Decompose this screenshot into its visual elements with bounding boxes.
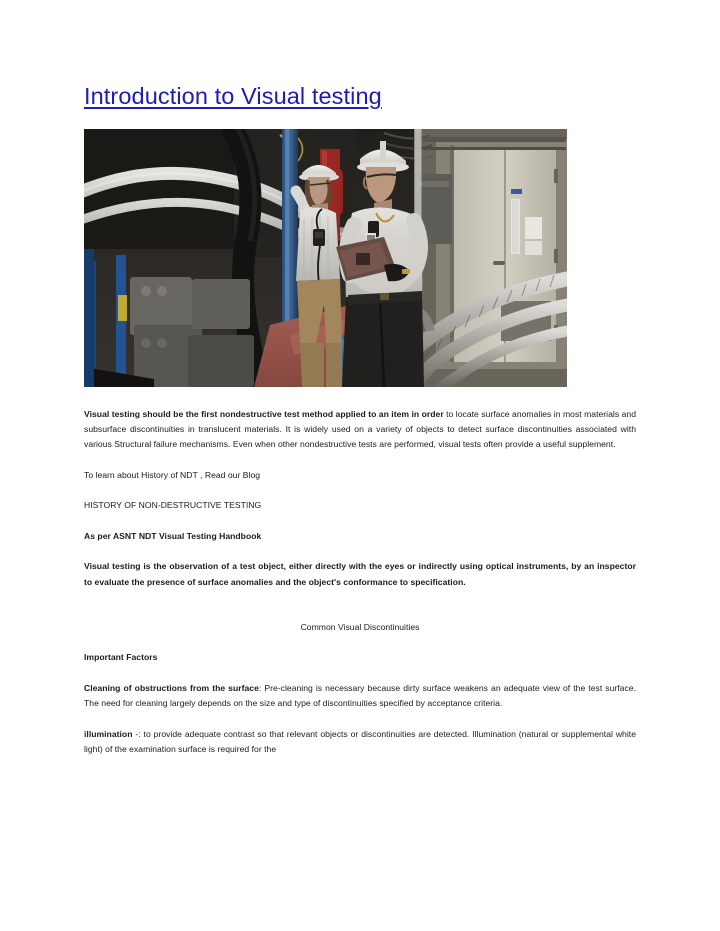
paragraph-intro-bold: Visual testing should be the first nondestructive test method applied to an item in order [84, 409, 444, 419]
paragraph-cleaning [84, 681, 636, 711]
document-content [84, 82, 636, 757]
paragraph-cleaning-bold: Cleaning of obstructions from the surface [84, 682, 259, 693]
paragraph-cleaning-rest: : Pre-cleaning is necessary because dirty surface weakens an adequate view of the test surface. The need for cleaning largely depends on the size and type of discontinuities specified by acceptance criteria. [84, 682, 636, 709]
heading-important-factors: Important Factors [84, 652, 158, 663]
heading-history: HISTORY OF NON-DESTRUCTIVE TESTING [84, 500, 262, 511]
page-title: Introduction to Visual testing [84, 83, 382, 109]
paragraph-intro-rest: to locate surface anomalies in most materials and subsurface discontinuities in translucent materials. It is widely used on a variety of objects to detect surface discontinuities associated with various Structural failure mechanisms. Even when other nondestructive tests are performed, visual tests often provide a useful supplement. [84, 409, 636, 450]
paragraph-illumination-rest: -: to provide adequate contrast so that relevant objects or discontinuities are detected. Illumination (natural or supplemental white light) of the examination surface is required for the [84, 728, 636, 754]
paragraph-illumination [84, 727, 636, 757]
caption-common-discontinuities: Common Visual Discontinuities [300, 621, 420, 632]
spacer [84, 590, 636, 620]
article-body [84, 407, 636, 757]
paragraph-illumination-bold: illumination [84, 728, 133, 739]
paragraph-intro [84, 407, 636, 453]
inspection-photo-graphic [84, 129, 567, 387]
inspection-photo [84, 129, 567, 387]
heading-asnt-handbook: As per ASNT NDT Visual Testing Handbook [84, 530, 262, 541]
paragraph-definition: Visual testing is the observation of a test object, either directly with the eyes or indirectly using optical instruments, by an inspector to evaluate the presence of surface anomalies and the object's conformance to specification. [84, 561, 636, 587]
paragraph-blog-link: To learn about History of NDT , Read our Blog [84, 469, 261, 480]
